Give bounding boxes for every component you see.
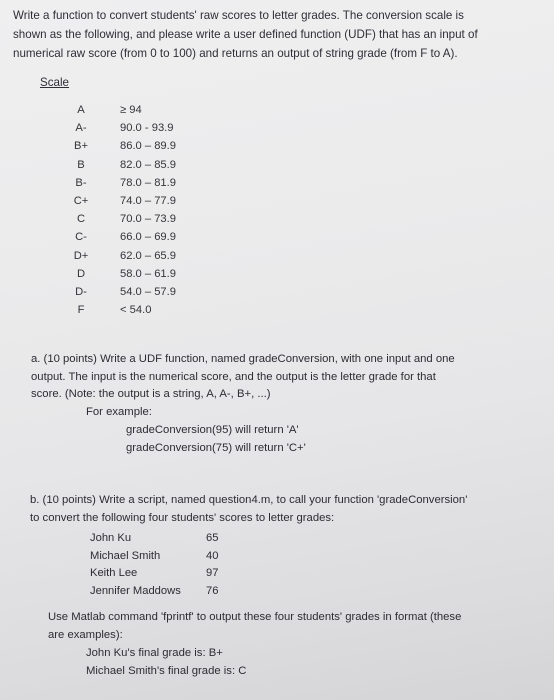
scale-grade: C+ <box>73 194 89 207</box>
student-name: Michael Smith <box>90 549 161 562</box>
student-name: Jennifer Maddows <box>90 584 181 597</box>
part-b-instruction <box>48 609 461 644</box>
part-b-example-line: John Ku's final grade is: B+ <box>86 647 223 659</box>
part-a-example-line: gradeConversion(75) will return 'C+' <box>126 441 306 454</box>
intro-line: Write a function to convert students' raw scores to letter grades. The conversion scale is <box>13 9 464 22</box>
intro-paragraph <box>13 6 545 63</box>
intro-line: shown as the following, and please write a user defined function (UDF) that has an input of <box>13 28 478 41</box>
part-a-example-label: For example: <box>86 406 152 418</box>
scale-range: 62.0 – 65.9 <box>120 249 176 262</box>
scale-grade: C- <box>75 231 87 244</box>
scale-range: 90.0 - 93.9 <box>120 122 174 135</box>
scale-range: 66.0 – 69.9 <box>120 231 176 244</box>
part-a-line: output. The input is the numerical score, and the output is the letter grade for that <box>31 370 436 383</box>
part-a-examples <box>126 422 306 457</box>
student-name: Keith Lee <box>90 567 138 579</box>
part-b-example-line: Michael Smith's final grade is: C <box>86 664 247 677</box>
student-name: John Ku <box>90 532 132 544</box>
scale-grade: A <box>77 104 85 116</box>
student-score: 76 <box>206 584 219 597</box>
scale-range: 78.0 – 81.9 <box>120 176 176 189</box>
part-b-instruction-line: are examples): <box>48 628 123 641</box>
part-a-example-line: gradeConversion(95) will return 'A' <box>126 424 299 436</box>
part-b-question <box>30 492 467 527</box>
scale-range: ≥ 94 <box>120 104 142 116</box>
scale-grade: B <box>77 158 85 171</box>
scale-range: < 54.0 <box>120 304 152 317</box>
part-a-line: score. (Note: the output is a string, A, A-, B+, ...) <box>31 388 271 400</box>
part-b-line: b. (10 points) Write a script, named question4.m, to call your function 'gradeConversion' <box>30 494 468 506</box>
intro-line: numerical raw score (from 0 to 100) and returns an output of string grade (from F to A). <box>13 47 458 60</box>
student-score: 65 <box>206 532 219 544</box>
scale-title: Scale <box>40 76 70 89</box>
scale-range: 86.0 – 89.9 <box>120 140 176 153</box>
part-b-instruction-line: Use Matlab command 'fprintf' to output these four students' grades in format (these <box>48 611 462 623</box>
student-score: 97 <box>206 567 219 579</box>
student-score: 40 <box>206 549 219 562</box>
scale-range: 74.0 – 77.9 <box>120 194 176 207</box>
scale-grade: D- <box>75 285 87 298</box>
scale-grade: D <box>76 267 86 280</box>
scale-grade: B- <box>75 176 87 189</box>
scale-grade: D+ <box>73 249 89 262</box>
scale-grade: B+ <box>74 140 88 153</box>
scale-range: 54.0 – 57.9 <box>120 285 176 298</box>
scale-range: 70.0 – 73.9 <box>120 213 176 226</box>
scale-grade: F <box>77 304 85 317</box>
scale-range: 58.0 – 61.9 <box>120 267 176 280</box>
part-b-examples <box>86 645 246 680</box>
scale-grade: C <box>76 213 86 226</box>
scale-range: 82.0 – 85.9 <box>120 158 176 171</box>
scale-grade: A- <box>75 122 87 135</box>
part-a-question <box>31 351 455 404</box>
part-a-line: a. (10 points) Write a UDF function, named gradeConversion, with one input and one <box>31 353 455 365</box>
part-b-line: to convert the following four students' scores to letter grades: <box>30 511 335 524</box>
